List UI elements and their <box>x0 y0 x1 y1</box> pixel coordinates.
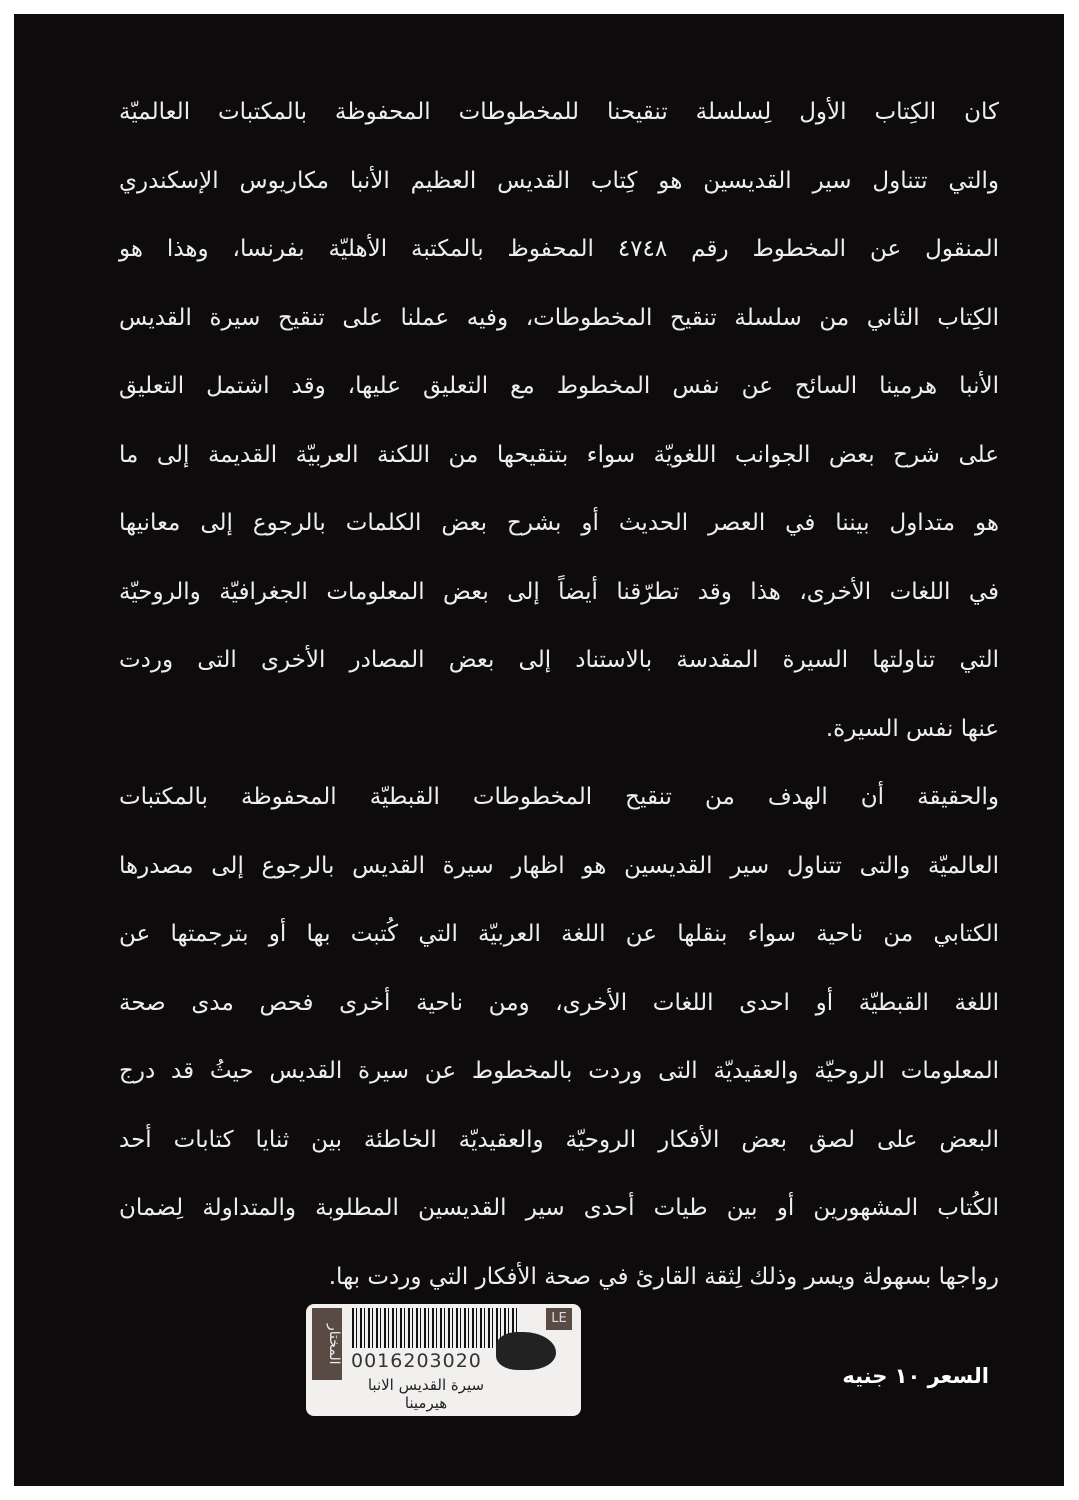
text-line: اللغة القبطيّة أو احدى اللغات الأخرى، ومن ناحية أخرى فحص مدى صحة <box>119 989 999 1016</box>
text-line: عنها نفس السيرة. <box>825 715 999 742</box>
store-label: المختار <box>312 1308 342 1380</box>
text-line: البعض على لصق بعض الأفكار الروحيّة والعقيديّة الخاطئة بين ثنايا كتابات أحد <box>119 1126 999 1153</box>
text-line: الكتابي من ناحية سواء بنقلها عن اللغة العربيّة التي كُتبت بها أو بترجمتها عن <box>119 921 999 947</box>
text-line: والحقيقة أن الهدف من تنقيح المخطوطات القبطيّة المحفوظة بالمكتبات <box>119 784 999 810</box>
text-line: المنقول عن المخطوط رقم ٤٧٤٨ المحفوظ بالمكتبة الأهليّة بفرنسا، وهذا هو <box>119 236 999 262</box>
price-sticker <box>306 1304 581 1416</box>
blurb-text <box>119 92 999 1325</box>
currency-label: LE <box>546 1308 572 1330</box>
text-line: رواجها بسهولة ويسر وذلك لِثقة القارئ في صحة الأفكار التي وردت بها. <box>328 1263 999 1290</box>
back-cover <box>14 14 1064 1486</box>
text-line: هو متداول بيننا في العصر الحديث أو بشرح بعض الكلمات بالرجوع إلى معانيها <box>119 510 999 536</box>
barcode-number: 0016203020 <box>351 1350 482 1372</box>
ink-blot <box>496 1332 556 1370</box>
text-line: المعلومات الروحيّة والعقيديّة التى وردت بالمخطوط عن سيرة القديس حيثُ قد درج <box>119 1058 999 1084</box>
text-line: في اللغات الأخرى، هذا وقد تطرّقنا أيضاً إلى بعض المعلومات الجغرافيّة والروحيّة <box>119 578 999 605</box>
text-line: الكِتاب الثاني من سلسلة تنقيح المخطوطات، وفيه عملنا على تنقيح سيرة القديس <box>119 304 999 331</box>
text-line: على شرح بعض الجوانب اللغويّة سواء بتنقيحها من اللكنة العربيّة القديمة إلى ما <box>119 441 999 468</box>
text-line: التي تناولتها السيرة المقدسة بالاستناد إلى بعض المصادر الأخرى التى وردت <box>119 647 999 673</box>
barcode <box>352 1308 517 1348</box>
sticker-title: سيرة القديس الانبا هيرمينا <box>367 1376 485 1412</box>
price-label: السعر ١٠ جنيه <box>842 1364 989 1388</box>
text-line: والتي تتناول سير القديسين هو كِتاب القديس العظيم الأنبا مكاريوس الإسكندري <box>119 167 999 194</box>
text-line: الكُتاب المشهورين أو بين طيات أحدى سير القديسين المطلوبة والمتداولة لِضمان <box>119 1195 999 1221</box>
text-line: كان الكِتاب الأول لِسلسلة تنقيحنا للمخطوطات المحفوظة بالمكتبات العالميّة <box>119 99 999 125</box>
text-line: الأنبا هرمينا السائح عن نفس المخطوط مع التعليق عليها، وقد اشتمل التعليق <box>119 373 999 399</box>
text-line: العالميّة والتى تتناول سير القديسين هو اظهار سيرة القديس بالرجوع إلى مصدرها <box>119 852 999 879</box>
